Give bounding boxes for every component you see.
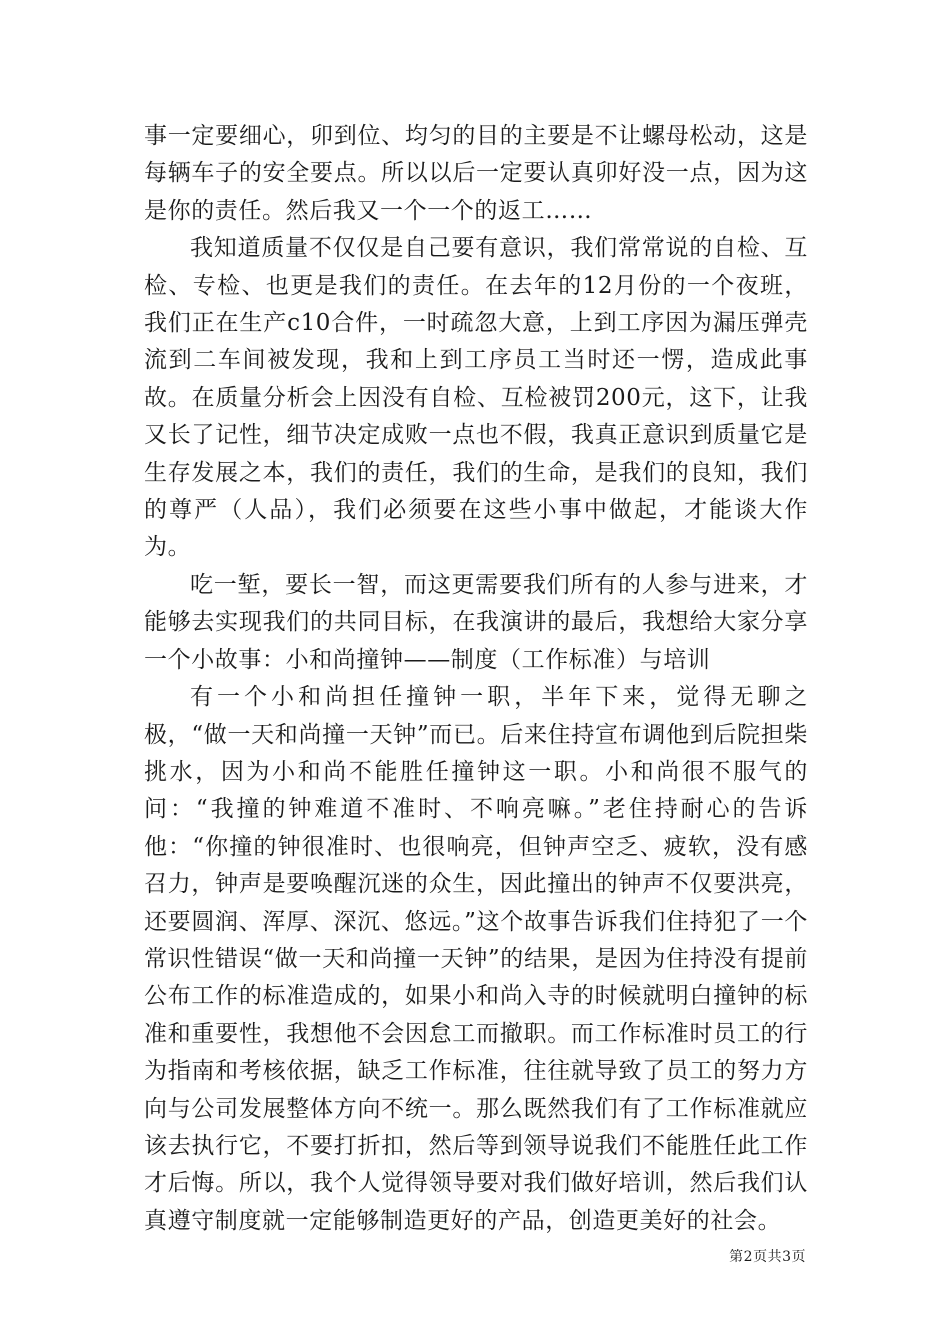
paragraph-4: 有一个小和尚担任撞钟一职，半年下来，觉得无聊之极，“做一天和尚撞一天钟”而已。后来住持宣布调他到后院担柴挑水，因为小和尚不能胜任撞钟这一职。小和尚很不服气的问：“我撞的钟难道不准时、不响亮嘛。”老住持耐心的告诉他：“你撞的钟很准时、也很响亮，但钟声空乏、疲软，没有感召力，钟声是要唤醒沉迷的众生，因此撞出的钟声不仅要洪亮，还要圆润、浑厚、深沉、悠远。”这个故事告诉我们住持犯了一个常识性错误“做一天和尚撞一天钟”的结果，是因为住持没有提前公布工作的标准造成的，如果小和尚入寺的时候就明白撞钟的标准和重要性，我想他不会因怠工而撤职。而工作标准时员工的行为指南和考核依据，缺乏工作标准，往往就导致了员工的努力方向与公司发展整体方向不统一。那么既然我们有了工作标准就应该去执行它，不要打折扣，然后等到领导说我们不能胜任此工作才后悔。所以，我个人觉得领导要对我们做好培训，然后我们认真遵守制度就一定能够制造更好的产品，创造更美好的社会。 <box>144 684 808 1234</box>
body-text <box>144 118 808 1240</box>
paragraph-2: 我知道质量不仅仅是自己要有意识，我们常常说的自检、互检、专检、也更是我们的责任。在去年的12月份的一个夜班，我们正在生产c10合件，一时疏忽大意，上到工序因为漏压弹壳流到二车间被发现，我和上到工序员工当时还一愣，造成此事故。在质量分析会上因没有自检、互检被罚200元，这下，让我又长了记性，细节决定成败一点也不假，我真正意识到质量它是生存发展之本，我们的责任，我们的生命，是我们的良知，我们的尊严（人品），我们必须要在这些小事中做起，才能谈大作为。 <box>144 235 808 561</box>
paragraph-3: 吃一堑，要长一智，而这更需要我们所有的人参与进来，才能够去实现我们的共同目标，在我演讲的最后，我想给大家分享一个小故事：小和尚撞钟——制度（工作标准）与培训 <box>144 571 808 673</box>
paragraph-1: 事一定要细心，卯到位、均匀的目的主要是不让螺母松动，这是每辆车子的安全要点。所以以后一定要认真卯好没一点，因为这是你的责任。然后我又一个一个的返工…… <box>144 123 808 224</box>
page-number: 第2页共3页 <box>729 1249 806 1265</box>
